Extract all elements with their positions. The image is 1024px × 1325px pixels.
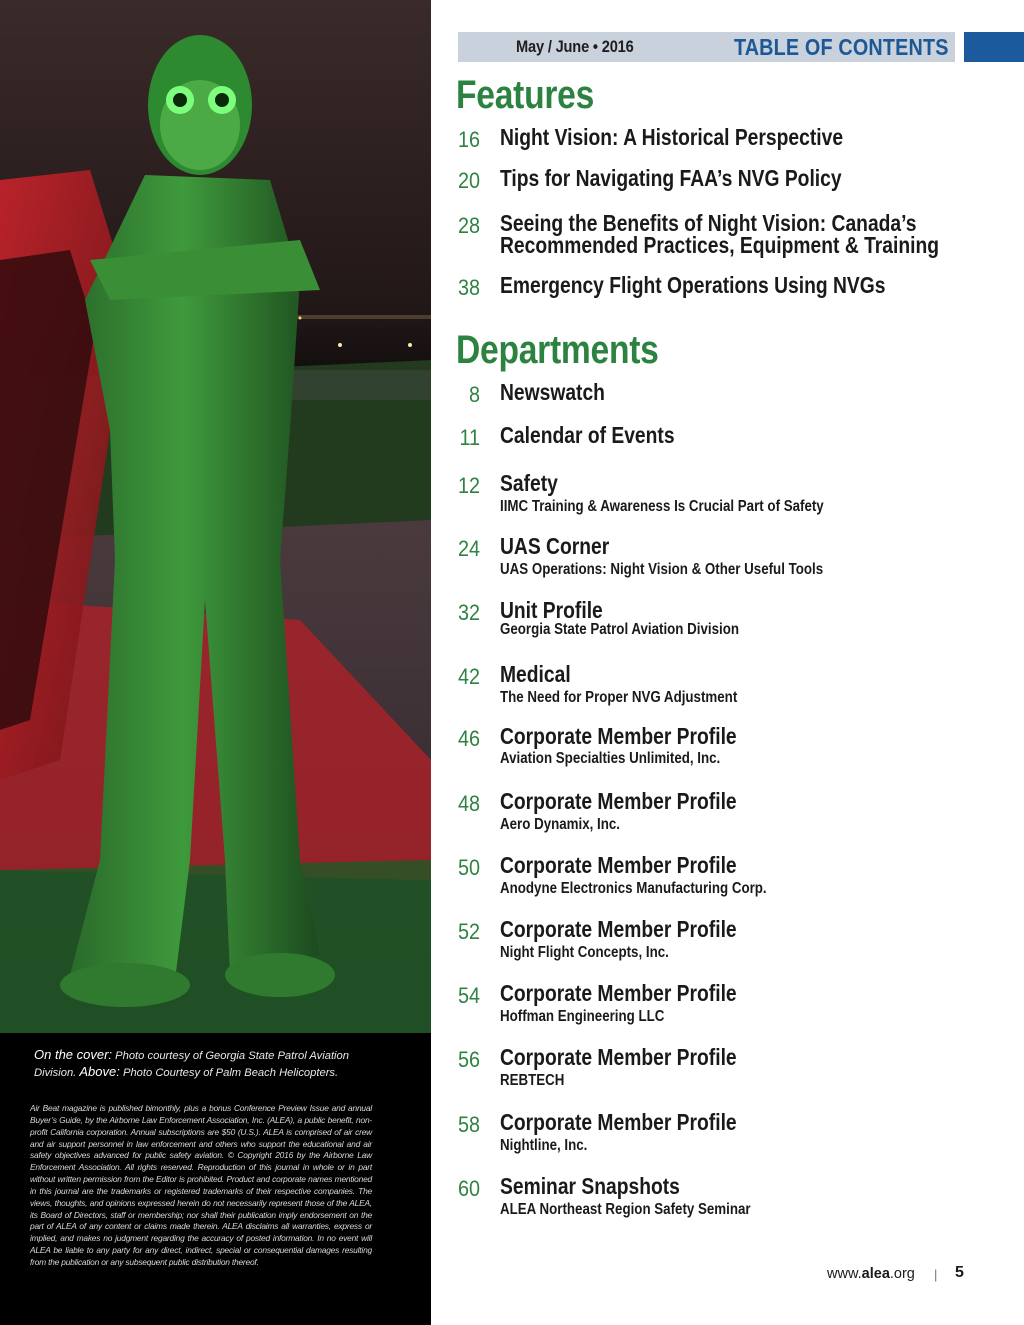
entry-title: Seminar Snapshots xyxy=(500,1173,680,1199)
entry-title: Newswatch xyxy=(500,379,605,405)
url-domain: alea xyxy=(861,1266,890,1282)
page-number: 20 xyxy=(457,168,480,193)
url-suffix: .org xyxy=(889,1266,915,1282)
features-heading: Features xyxy=(456,73,595,117)
entry-title: Corporate Member Profile xyxy=(500,916,737,942)
entry-subtitle: Aero Dynamix, Inc. xyxy=(500,816,621,833)
cover-caption-label: On the cover: xyxy=(34,1047,113,1062)
page-number: 52 xyxy=(457,919,480,944)
page-number: 28 xyxy=(457,213,480,238)
page-number: 11 xyxy=(459,425,480,450)
header-accent-block xyxy=(964,32,1024,62)
entry-title: UAS Corner xyxy=(500,533,610,559)
entry-subtitle: UAS Operations: Night Vision & Other Useful Tools xyxy=(500,561,824,578)
above-caption-label: Above: xyxy=(79,1064,120,1079)
entry-title: Emergency Flight Operations Using NVGs xyxy=(500,272,886,298)
page-number: 32 xyxy=(457,600,480,625)
entry-title: Calendar of Events xyxy=(500,422,675,448)
page-number: 38 xyxy=(457,275,480,300)
entry-title: Corporate Member Profile xyxy=(500,723,737,749)
header-bar xyxy=(458,32,955,62)
entry-subtitle: IIMC Training & Awareness Is Crucial Part of Safety xyxy=(500,498,824,515)
page-number: 54 xyxy=(457,983,480,1008)
page-number: 12 xyxy=(457,473,480,498)
entry-subtitle: The Need for Proper NVG Adjustment xyxy=(500,689,738,706)
entry-subtitle: Georgia State Patrol Aviation Division xyxy=(500,621,740,638)
entry-title: Corporate Member Profile xyxy=(500,1109,737,1135)
page-number: 16 xyxy=(457,127,480,152)
entry-subtitle: Hoffman Engineering LLC xyxy=(500,1008,665,1025)
entry-subtitle: Anodyne Electronics Manufacturing Corp. xyxy=(500,880,767,897)
page-number: 56 xyxy=(457,1047,480,1072)
entry-subtitle: ALEA Northeast Region Safety Seminar xyxy=(500,1201,751,1218)
above-caption-text: Photo Courtesy of Palm Beach Helicopters. xyxy=(119,1067,339,1079)
entry-subtitle: Night Flight Concepts, Inc. xyxy=(500,944,669,961)
entry-subtitle: REBTECH xyxy=(500,1072,565,1089)
photo-credits-panel xyxy=(0,1033,431,1325)
toc-title: TABLE OF CONTENTS xyxy=(734,34,949,60)
url-prefix: www. xyxy=(827,1266,862,1282)
entry-subtitle: Nightline, Inc. xyxy=(500,1137,588,1154)
page-number: 46 xyxy=(457,726,480,751)
entry-title: Corporate Member Profile xyxy=(500,980,737,1006)
entry-title: Night Vision: A Historical Perspective xyxy=(500,124,844,150)
cover-caption xyxy=(34,1047,354,1081)
entry-title: Safety xyxy=(500,470,558,496)
entry-title: Unit Profile xyxy=(500,597,603,623)
entry-title: Corporate Member Profile xyxy=(500,1044,737,1070)
page-number: 8 xyxy=(468,382,480,407)
entry-title: Corporate Member Profile xyxy=(500,788,737,814)
entry-title: Seeing the Benefits of Night Vision: Canada’s xyxy=(500,210,917,236)
cover-photo xyxy=(0,0,431,1033)
page-number: 60 xyxy=(457,1176,480,1201)
entry-title: Tips for Navigating FAA’s NVG Policy xyxy=(500,165,842,191)
cover-caption-text: Photo courtesy of Georgia State Patrol Aviation Division. xyxy=(34,1050,349,1079)
footer-separator: | xyxy=(934,1267,938,1282)
entry-title: Medical xyxy=(500,661,571,687)
pilot-illustration xyxy=(0,0,431,1033)
page-number: 48 xyxy=(457,791,480,816)
page-number: 24 xyxy=(457,536,480,561)
footer-url[interactable] xyxy=(827,1266,915,1282)
entry-title-line2: Recommended Practices, Equipment & Training xyxy=(500,232,940,258)
departments-heading: Departments xyxy=(456,328,659,372)
issue-date: May / June • 2016 xyxy=(516,37,634,56)
entry-title: Corporate Member Profile xyxy=(500,852,737,878)
page-number: 42 xyxy=(457,664,480,689)
page-number: 50 xyxy=(457,855,480,880)
legal-notice: Air Beat magazine is published bimonthly, plus a bonus Conference Preview Issue and annual Buyer’s Guide, by the Airborne Law Enforcement Association, Inc. (ALEA), a public benefit, non-profit California corporation. Annual subscriptions are $50 (U.S.). ALEA is comprised of air crew and air support personnel in law enforcement and others who support the educational and air safety objectives advanced for public safety aviation. © Copyright 2016 by the Airborne Law Enforcement Association. All rights reserved. Reproduction of this journal in whole or in part without written permission from the Editor is prohibited. Product and corporate names mentioned in this journal are the trademarks or registered trademarks of their respective companies. The views, thoughts, and opinions expressed herein do not necessarily represent those of the ALEA, its Board of Directors, staff or membership; nor shall their publication imply endorsement on the part of ALEA of any content or claims made therein. ALEA disclaims all warranties, express or implied, and makes no judgment regarding the accuracy of posted information. In no event will ALEA be liable to any party for any direct, indirect, special or consequential damages resulting from the publication or any subsequent public distribution thereof. xyxy=(30,1103,372,1267)
page-number: 58 xyxy=(457,1112,480,1137)
entry-subtitle: Aviation Specialties Unlimited, Inc. xyxy=(500,750,721,767)
page-number-footer: 5 xyxy=(955,1264,964,1281)
